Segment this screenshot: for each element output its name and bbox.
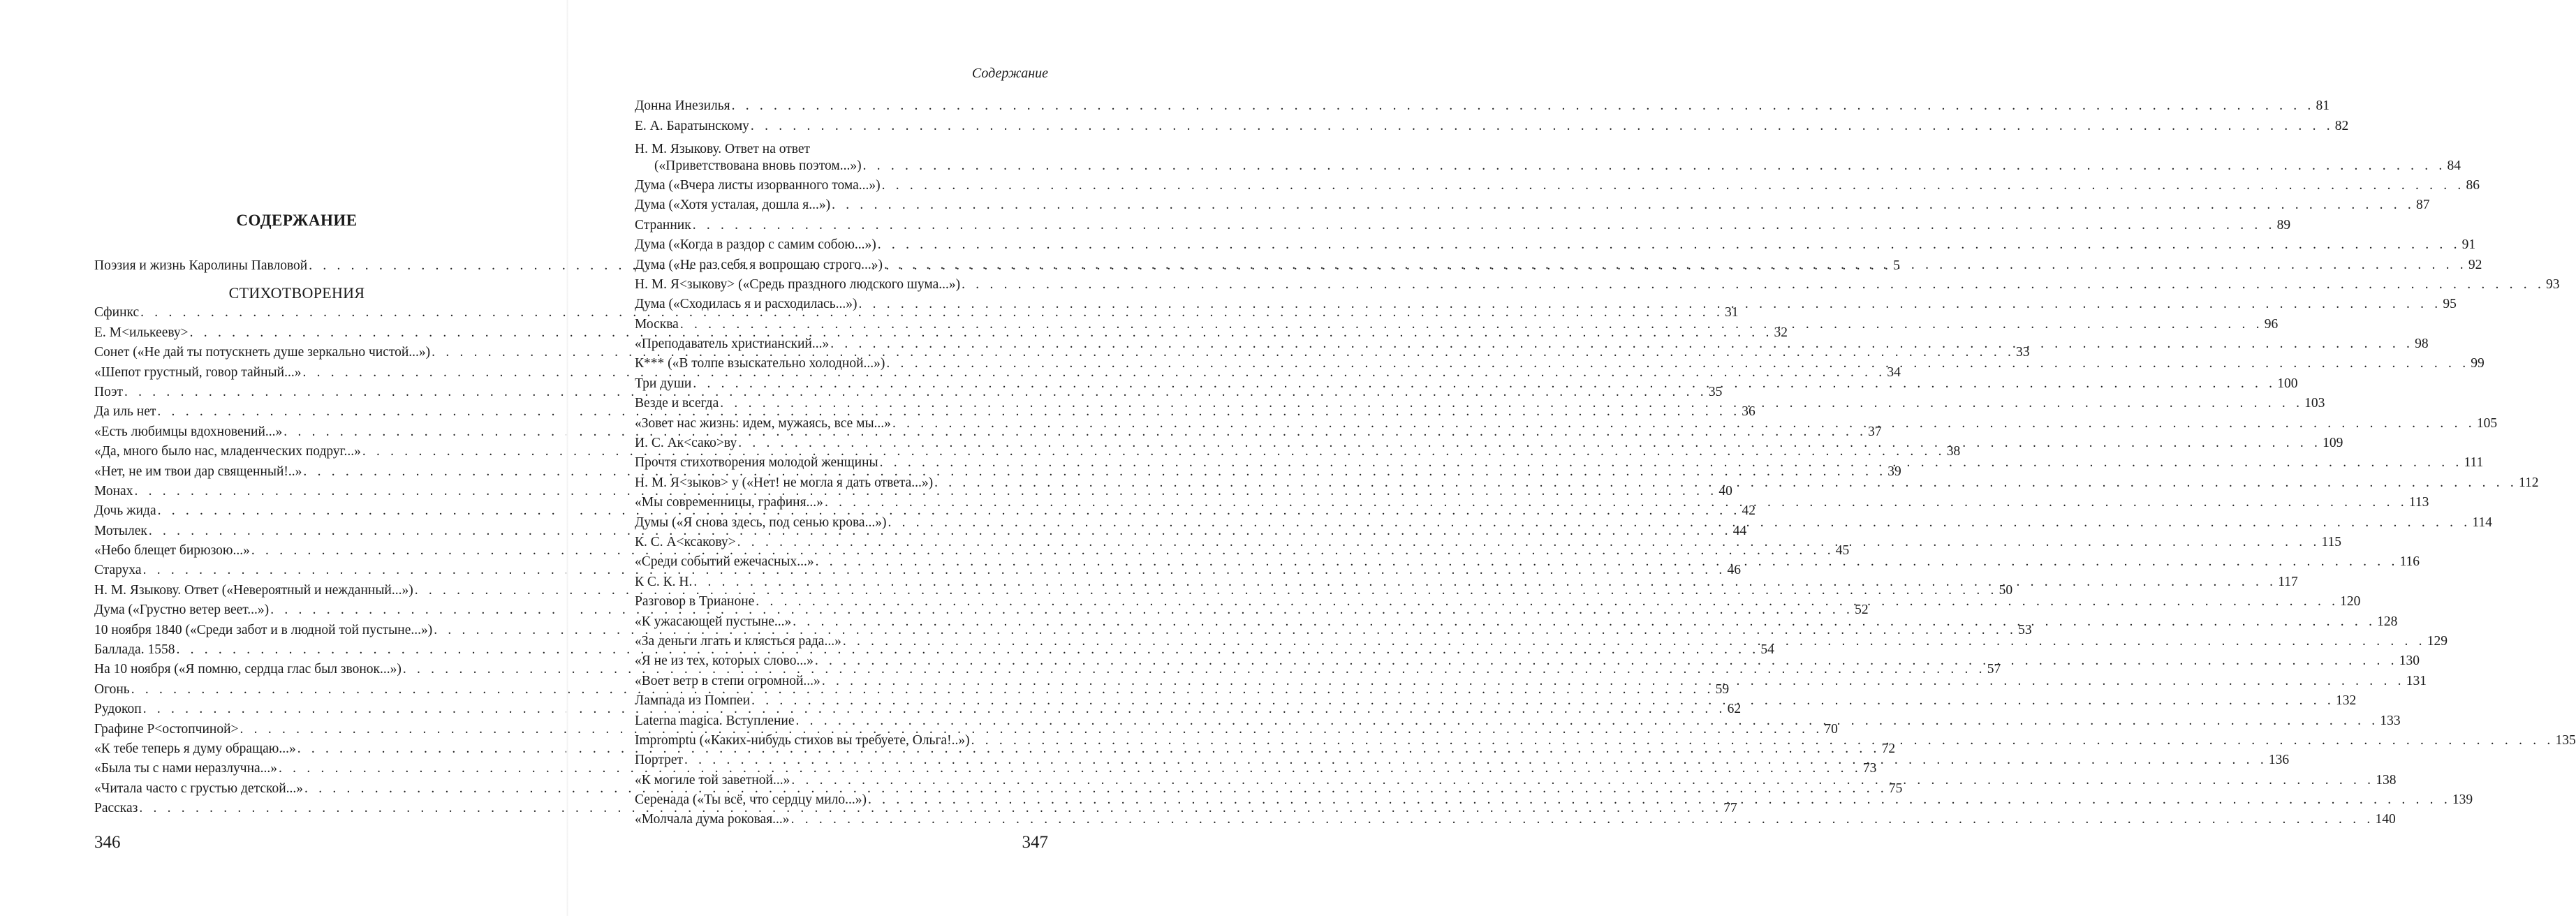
toc-entry-title: «Среди событий ежечасных...»	[635, 554, 814, 570]
dot-leader	[884, 257, 2467, 274]
toc-entry-page: 128	[2377, 614, 2398, 629]
toc-entry-title: Сонет («Не дай ты потускнеть душе зеркально чистой...»)	[94, 345, 431, 360]
toc-entry-title: «Зовет нас жизнь: идем, мужаясь, все мы...»	[635, 415, 891, 431]
toc-entry-page: 53	[2018, 622, 2032, 637]
dot-leader	[868, 792, 2451, 808]
toc-entry-page: 46	[1727, 563, 1741, 578]
toc-entry-page: 129	[2427, 633, 2448, 649]
toc-entry-title: Рассказ	[94, 801, 138, 816]
running-head: Содержание	[971, 66, 1048, 81]
dot-leader	[791, 772, 2374, 789]
toc-entry-page: 59	[1715, 681, 1730, 697]
dot-leader	[751, 693, 2334, 709]
dot-leader	[793, 614, 2376, 630]
toc-entry-title: Е. М<илькееву>	[94, 325, 189, 340]
toc-entry	[635, 175, 2480, 194]
toc-entry-page: 37	[1868, 424, 1882, 439]
toc-entry-page: 54	[1760, 642, 1774, 658]
toc-entry-title: Монах	[94, 483, 133, 498]
toc-entry-title: Старуха	[94, 563, 142, 578]
toc-entry-page: 103	[2304, 396, 2325, 411]
toc-entry-title: К*** («В толпе взыскательно холодной...»)	[635, 356, 885, 371]
toc-entry-title: Поэт	[94, 384, 123, 399]
toc-entry-page: 99	[2471, 356, 2485, 371]
toc-entry-page: 117	[2278, 574, 2298, 589]
toc-entry-page: 32	[1774, 325, 1788, 340]
toc-entry-title: «К могиле той заветной...»	[635, 772, 790, 788]
toc-entry	[635, 274, 2560, 293]
toc-entry-title: Е. А. Баратынскому	[635, 118, 749, 133]
toc-entry-page: 31	[1725, 305, 1739, 320]
toc-entry-title: «Есть любимцы вдохновений...»	[94, 424, 283, 439]
toc-entry-page: 139	[2452, 792, 2473, 808]
toc-entry	[635, 789, 2473, 808]
toc-entry-title-block	[635, 141, 862, 175]
toc-heading: СОДЕРЖАНИЕ	[236, 212, 358, 229]
toc-entry-title: На 10 ноября («Я помню, сердца глас был звонок...»)	[94, 662, 402, 677]
dot-leader	[684, 752, 2267, 769]
dot-leader	[816, 554, 2399, 570]
toc-entry-title: 10 ноября 1840 («Среди забот и в людной той пустыне...»)	[94, 622, 433, 637]
toc-entry-title: «Воет ветр в степи огромной...»	[635, 673, 820, 688]
toc-entry	[635, 95, 2330, 114]
toc-entry-title: «Да, много было нас, младенческих подруг...»	[94, 444, 361, 459]
toc-entry-page: 112	[2519, 475, 2539, 490]
toc-entry-page: 52	[1855, 603, 1869, 618]
toc-entry-page: 82	[2334, 118, 2349, 133]
toc-entry-title: «К тебе теперь я думу обращаю...»	[94, 741, 296, 756]
toc-entry	[635, 452, 2484, 471]
toc-entry-page: 140	[2375, 812, 2396, 827]
toc-entry-title: «Преподаватель христианский...»	[635, 337, 830, 352]
toc-entry-page: 34	[1887, 364, 1901, 380]
toc-entry-title: Да иль нет	[94, 404, 156, 420]
toc-entry-title: Странник	[635, 217, 691, 232]
toc-entry-page: 114	[2472, 515, 2492, 530]
toc-entry-title: Москва	[635, 316, 679, 332]
toc-entry-title: «За деньги лгать и клясться рада...»	[635, 633, 841, 649]
dot-leader	[732, 98, 2315, 114]
toc-entry-page: 70	[1824, 721, 1838, 737]
toc-entry-title: Везде и всегда	[635, 396, 719, 411]
toc-entry-page: 44	[1732, 523, 1747, 538]
toc-entry-page: 92	[2468, 257, 2482, 272]
toc-entry-title: Рудокоп	[94, 702, 142, 717]
dot-leader	[962, 276, 2545, 293]
dot-leader	[756, 593, 2339, 610]
toc-entry-title: Дума («Не раз себя я вопрошаю строго...»)	[635, 257, 883, 272]
dot-leader	[791, 811, 2374, 828]
dot-leader	[882, 177, 2465, 194]
page-number: 347	[1022, 833, 1048, 852]
toc-entry-page: 135	[2555, 732, 2576, 748]
dot-leader	[680, 316, 2263, 333]
toc-entry-page: 113	[2408, 495, 2429, 510]
toc-entry-title: Дочь жида	[94, 503, 156, 519]
dot-leader	[843, 633, 2426, 650]
toc-entry-title: «Читала часто с грустью детской...»	[94, 781, 304, 796]
toc-entry-title: «Молчала дума роковая...»	[635, 812, 790, 827]
dot-leader	[815, 653, 2398, 670]
toc-entry-title: Поэзия и жизнь Каролины Павловой	[94, 258, 308, 274]
toc-entry-page: 77	[1723, 801, 1737, 816]
toc-entry	[635, 114, 2349, 134]
toc-entry-title: «Небо блещет бирюзою...»	[94, 543, 250, 559]
toc-entry-title: Донна Инезилья	[635, 98, 730, 114]
toc-entry-page: 100	[2277, 376, 2298, 391]
toc-entry-page: 42	[1742, 503, 1756, 519]
toc-entry-page: 57	[1987, 662, 2001, 677]
toc-entry-page: 72	[1881, 741, 1896, 756]
toc-entry-page: 89	[2276, 217, 2291, 232]
toc-entry-page: 111	[2464, 455, 2484, 471]
toc-entry-title: Дума («Хотя усталая, дошла я...»)	[635, 198, 831, 213]
toc-entry-page: 91	[2461, 237, 2476, 253]
toc-entry-page: 138	[2376, 772, 2397, 788]
dot-leader	[751, 118, 2334, 135]
toc-entry	[635, 194, 2430, 214]
toc-entry-page: 115	[2321, 535, 2342, 549]
toc-entry-page: 132	[2335, 693, 2357, 709]
toc-entry-title: Дума («Сходилась я и расходилась...»)	[635, 297, 858, 312]
dot-leader	[832, 197, 2415, 214]
dot-leader	[720, 395, 2303, 412]
toc-entry-title: Impromptu («Каких-нибудь стихов вы требуете, Ольга!..»)	[635, 732, 970, 748]
toc-entry-title: Мотылек	[94, 523, 147, 538]
toc-entry-page: 84	[2447, 158, 2461, 173]
toc-entry-title: Три души	[635, 376, 692, 391]
toc-entry-page: 120	[2340, 594, 2361, 610]
toc-entry-title: Н. М. Языкову. Ответ («Невероятный и нежданный...»)	[94, 582, 413, 598]
toc-entry-title-continuation: («Приветствована вновь поэтом...»)	[654, 158, 862, 173]
toc-entry-page: 73	[1862, 761, 1877, 776]
toc-entry-title: Laterna magica. Вступление	[635, 713, 795, 728]
toc-entry-page: 93	[2546, 276, 2560, 292]
toc-entry-title: Дума («Когда в раздор с самим собою...»)	[635, 237, 876, 253]
toc-entry-page: 39	[1887, 464, 1901, 479]
dot-leader	[796, 713, 2379, 730]
toc-entry-title: Лампада из Помпеи	[635, 693, 751, 709]
toc-entry-title: Прочтя стихотворения молодой женщины	[635, 455, 878, 471]
toc-entry-page: 40	[1718, 483, 1732, 498]
toc-entry-title: «Была ты с нами неразлучна...»	[94, 761, 278, 776]
toc-entry-page: 105	[2476, 415, 2498, 431]
dot-leader	[892, 415, 2475, 432]
dot-leader	[693, 376, 2276, 392]
dot-leader	[858, 296, 2441, 313]
toc-entry-page: 50	[1999, 582, 2013, 598]
dot-leader	[863, 158, 2446, 175]
toc-entry-title: Портрет	[635, 753, 684, 768]
toc-entry-page: 109	[2323, 436, 2343, 451]
toc-entry	[635, 214, 2291, 233]
toc-entry-page: 81	[2316, 98, 2330, 114]
toc-entry-title: «Нет, не им твои дар священный!..»	[94, 464, 302, 479]
toc-entry-title: «К ужасающей пустыне...»	[635, 614, 792, 629]
toc-entry-page: 38	[1946, 444, 1961, 459]
toc-entry-page: 96	[2264, 316, 2279, 332]
toc-entry-title: Думы («Я снова здесь, под сенью крова...»)	[635, 515, 887, 530]
toc-entry-page: 36	[1742, 404, 1756, 420]
dot-leader	[693, 574, 2276, 591]
dot-leader	[888, 515, 2471, 531]
toc-entry-title: Графине Р<остопчиной>	[94, 721, 239, 737]
dot-leader	[971, 732, 2554, 749]
toc-entry-page: 131	[2406, 673, 2427, 688]
dot-leader	[693, 217, 2276, 234]
toc-entry-title: Сфинкс	[94, 305, 140, 320]
toc-entry-page: 45	[1835, 543, 1850, 559]
toc-entry-page: 5	[1893, 258, 1900, 274]
dot-leader	[738, 435, 2321, 452]
toc-entry	[635, 690, 2357, 709]
toc-entry	[635, 234, 2476, 253]
toc-entry-page: 33	[2016, 345, 2030, 360]
toc-entry	[635, 313, 2279, 332]
toc-entry-title: Дума («Грустно ветер веет...»)	[94, 603, 270, 618]
toc-entry-page: 136	[2268, 753, 2290, 768]
toc-entry-title: Н. М. Я<зыкову> («Средь праздного людского шума...»)	[635, 276, 961, 292]
toc-entry	[635, 591, 2361, 610]
toc-entry-page: 98	[2415, 337, 2429, 352]
toc-entry-title: Баллада. 1558	[94, 642, 175, 658]
dot-leader	[825, 494, 2408, 511]
toc-entry-title: К С. К. Н.	[635, 574, 693, 589]
toc-entry	[635, 253, 2482, 273]
page-number: 346	[94, 833, 121, 852]
toc-entry-title: Разговор в Трианоне	[635, 594, 755, 610]
section-heading: СТИХОТВОРЕНИЯ	[228, 284, 365, 302]
toc-entry	[635, 769, 2397, 788]
toc-entry-title: «Я не из тех, которых слово...»	[635, 653, 814, 669]
dot-leader	[878, 237, 2461, 253]
toc-entry-page: 35	[1708, 384, 1723, 399]
dot-leader	[822, 673, 2405, 690]
toc-entry-page: 130	[2399, 653, 2420, 669]
toc-entry-page: 62	[1727, 702, 1742, 717]
toc-entry	[635, 135, 2461, 175]
toc-entry-page: 75	[1888, 781, 1903, 796]
toc-entry-title: Н. М. Я<зыков> у («Нет! не могла я дать ответа...»)	[635, 475, 934, 490]
toc-entry-title: «Шепот грустный, говор тайный...»	[94, 364, 302, 380]
dot-leader	[830, 336, 2413, 353]
toc-entry-title: «Мы современницы, графиня...»	[635, 495, 823, 510]
toc-entry-title: Дума («Вчера листы изорванного тома...»)	[635, 177, 881, 193]
dot-leader	[886, 355, 2469, 372]
dot-leader	[880, 455, 2463, 471]
dot-leader	[737, 534, 2320, 551]
toc-entry-page: 133	[2380, 713, 2401, 728]
toc-entry-title: Н. М. Языкову. Ответ на ответ	[635, 141, 811, 156]
toc-entry-page: 87	[2416, 198, 2430, 213]
toc-entry-title: И. С. Ак<сако>ву	[635, 436, 737, 451]
toc-entry-title: Огонь	[94, 681, 130, 697]
dot-leader	[934, 475, 2517, 492]
toc-entry-page: 116	[2399, 554, 2420, 570]
toc-entry-title: Серенада («Ты всё, что сердцу мило...»)	[635, 792, 867, 808]
toc-entry-title: К. С. А<ксакову>	[635, 535, 736, 549]
toc-entry-page: 86	[2466, 177, 2480, 193]
toc-entry-page: 95	[2443, 297, 2457, 312]
